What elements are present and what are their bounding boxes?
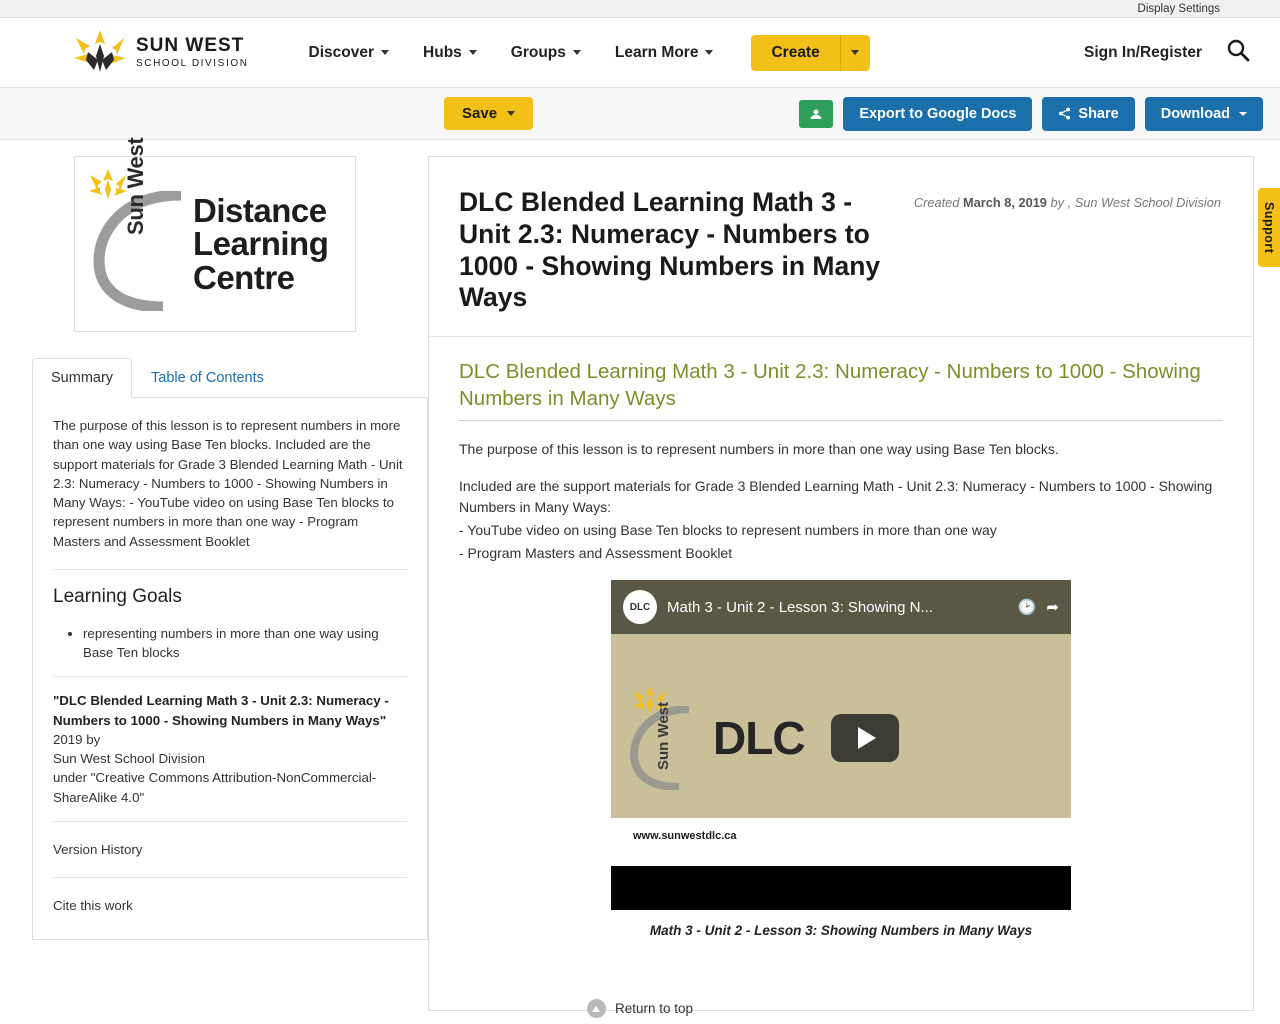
chevron-down-icon — [381, 50, 389, 55]
video-title: Math 3 - Unit 2 - Lesson 3: Showing N... — [667, 598, 933, 616]
display-settings-link[interactable]: Display Settings — [1137, 2, 1220, 15]
video-url-text: www.sunwestdlc.ca — [633, 830, 737, 843]
license-year: 2019 by — [53, 731, 101, 747]
video-brand-sunwest: Sun West — [655, 702, 672, 771]
share-icon — [1058, 107, 1071, 120]
sidebar-tabs — [32, 358, 428, 398]
dlc-wordmark — [193, 191, 329, 296]
license-work-title: "DLC Blended Learning Math 3 - Unit 2.3: Numeracy - Numbers to 1000 - Showing Numbers in Many Ways" — [53, 693, 389, 728]
share-button[interactable] — [1042, 97, 1134, 131]
display-settings-bar — [0, 0, 1280, 18]
google-classroom-icon[interactable] — [799, 100, 833, 128]
learning-goals-heading: Learning Goals — [53, 585, 182, 607]
clock-icon[interactable]: 🕑 — [1017, 599, 1037, 617]
nav-item-hubs[interactable] — [423, 44, 477, 62]
video-thumbnail — [611, 658, 1071, 818]
return-to-top-label: Return to top — [614, 1001, 694, 1016]
nav-label: Hubs — [423, 43, 462, 61]
page-content — [0, 137, 1280, 1024]
download-button[interactable] — [1145, 97, 1263, 131]
license-terms: under "Creative Commons Attribution-NonCommercial-ShareAlike 4.0" — [53, 770, 377, 805]
nav-label: Learn More — [614, 43, 699, 61]
sign-in-register-link[interactable]: Sign In/Register — [1084, 43, 1202, 61]
document-action-bar — [0, 88, 1280, 140]
sidebar — [16, 137, 412, 1024]
created-date: March 8, 2019 — [962, 195, 1047, 210]
share-label: Share — [1078, 105, 1119, 122]
learning-goals-list — [53, 624, 407, 663]
export-to-google-docs-button[interactable]: Export to Google Docs — [843, 97, 1032, 131]
chevron-down-icon — [573, 50, 581, 55]
play-button-icon[interactable] — [831, 714, 899, 762]
paragraph-purpose: The purpose of this lesson is to represent numbers in more than one way using Base Ten blocks. — [459, 441, 1059, 458]
sidebar-summary-panel — [32, 398, 428, 940]
bullet-program-masters: - Program Masters and Assessment Booklet — [459, 545, 733, 562]
share-arrow-icon[interactable]: ➦ — [1046, 599, 1059, 617]
list-item: • representing numbers in more than one way using Base Ten blocks — [83, 624, 407, 663]
created-by: by , — [1050, 195, 1072, 210]
version-history-link[interactable]: Version History — [53, 841, 143, 857]
chevron-down-icon — [851, 50, 859, 55]
divider — [53, 877, 407, 878]
divider — [53, 569, 407, 570]
save-button-wrapper — [444, 97, 533, 130]
license-author: Sun West School Division — [53, 751, 205, 767]
create-button-group — [751, 35, 869, 71]
create-dropdown-toggle[interactable] — [840, 35, 870, 71]
main-navigation — [0, 18, 1280, 88]
support-tab[interactable]: Support — [1258, 188, 1280, 267]
document-card — [428, 156, 1254, 1011]
dlc-word-learning: Learning — [193, 225, 329, 263]
divider — [53, 676, 407, 677]
create-button[interactable]: Create — [751, 35, 839, 71]
created-meta — [914, 187, 1221, 210]
return-to-top-link[interactable] — [0, 999, 1280, 1018]
chevron-down-icon — [705, 50, 713, 55]
summary-text: The purpose of this lesson is to represent numbers in more than one way using Base Ten blocks. Included are the support materials for Grade 3 Blended Learning Math - Unit 2.3: Numeracy - Numbers to 1000 - Showing Numbers in Many Ways: - YouTube video on using Base Ten blocks to represent numbers in more than one way - Program Masters and Assessment Booklet — [53, 418, 403, 549]
document-body — [429, 337, 1253, 958]
nav-item-groups[interactable] — [511, 44, 581, 62]
tab-table-of-contents[interactable]: Table of Contents — [151, 370, 264, 386]
document-header — [429, 157, 1253, 337]
dlc-word-centre: Centre — [193, 258, 295, 296]
nav-right-group — [1084, 38, 1250, 67]
channel-avatar: DLC — [623, 590, 657, 624]
download-label: Download — [1160, 105, 1230, 122]
chevron-down-icon — [1239, 112, 1247, 116]
dlc-sunwest-text: Sun West — [123, 137, 148, 235]
dlc-logo — [74, 137, 356, 332]
search-icon[interactable] — [1226, 38, 1250, 67]
video-player[interactable] — [611, 580, 1071, 818]
paragraph-included: Included are the support materials for Grade 3 Blended Learning Math - Unit 2.3: Numeracy - Numbers to 1000 - Showing Numbers in Many Ways: — [459, 478, 1213, 516]
video-caption: Math 3 - Unit 2 - Lesson 3: Showing Numbers in Many Ways — [649, 923, 1033, 939]
cite-this-work-link[interactable]: Cite this work — [53, 897, 133, 913]
video-black-bar — [611, 866, 1071, 910]
divider — [53, 821, 407, 822]
video-brand-dlc: DLC — [713, 712, 805, 765]
video-top-bar — [611, 580, 1071, 634]
brand-logo-link[interactable] — [72, 28, 249, 78]
brand-title: SUN WEST — [136, 35, 245, 56]
chevron-down-icon — [507, 111, 515, 116]
license-block — [53, 691, 407, 807]
brand-subtitle: SCHOOL DIVISION — [136, 58, 249, 69]
dlc-word-distance: Distance — [193, 191, 327, 229]
bullet-youtube: - YouTube video on using Base Ten blocks to represent numbers in more than one way — [459, 522, 997, 539]
save-button[interactable] — [444, 97, 533, 130]
nav-items — [309, 44, 714, 62]
page-title: DLC Blended Learning Math 3 - Unit 2.3: Numeracy - Numbers to 1000 - Showing Numbers in Many Ways — [459, 187, 881, 313]
embedded-video — [611, 580, 1071, 938]
nav-item-learn-more[interactable] — [615, 44, 714, 62]
action-bar-right — [799, 97, 1263, 131]
save-label: Save — [462, 105, 498, 122]
created-author: Sun West School Division — [1074, 195, 1221, 210]
nav-item-discover[interactable] — [309, 44, 389, 62]
section-title: DLC Blended Learning Math 3 - Unit 2.3: Numeracy - Numbers to 1000 - Showing Numbers in Many Ways — [459, 359, 1223, 421]
tab-summary[interactable]: Summary — [32, 358, 132, 398]
nav-label: Discover — [308, 43, 375, 61]
created-prefix: Created — [913, 195, 960, 210]
arrow-up-icon — [587, 999, 606, 1018]
chevron-down-icon — [469, 50, 477, 55]
sun-logo-icon — [72, 28, 128, 78]
nav-label: Groups — [510, 43, 566, 61]
